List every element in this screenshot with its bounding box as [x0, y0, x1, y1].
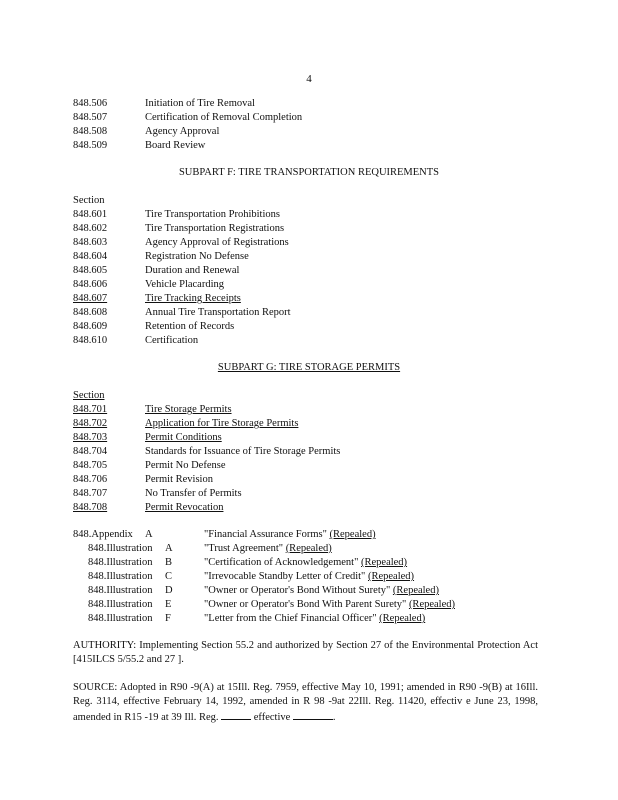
- illustration-repealed: (Repealed): [361, 557, 408, 568]
- section-number: 848.610: [73, 335, 108, 346]
- illustration-label: 848.Illustration: [88, 613, 153, 624]
- illustration-label: 848.Illustration: [88, 557, 153, 568]
- section-title: Agency Approval of Registrations: [145, 237, 289, 248]
- section-number: 848.604: [73, 251, 108, 262]
- section-row: [73, 473, 558, 487]
- section-title: Certification of Removal Completion: [145, 112, 303, 123]
- section-row: [73, 236, 558, 250]
- appendix-list: [73, 528, 558, 626]
- section-row: [73, 445, 558, 459]
- appendix-letter: A: [145, 529, 153, 540]
- appendix-title: "Financial Assurance Forms": [204, 529, 327, 540]
- section-title: Duration and Renewal: [145, 265, 240, 276]
- section-number: 848.708: [73, 502, 108, 513]
- subpart-g-heading: [0, 361, 618, 375]
- illustration-letter: C: [165, 571, 173, 582]
- section-title: Retention of Records: [145, 321, 235, 332]
- section-number: 848.508: [73, 126, 108, 137]
- section-row: [73, 320, 558, 334]
- section-number: 848.702: [73, 418, 108, 429]
- section-row: [73, 306, 558, 320]
- section-label: Section: [73, 390, 105, 401]
- section-number: 848.707: [73, 488, 108, 499]
- illustration-letter: E: [165, 599, 172, 610]
- illustration-letter: A: [165, 543, 173, 554]
- section-title: No Transfer of Permits: [145, 488, 242, 499]
- illustration-label: 848.Illustration: [88, 599, 153, 610]
- illustration-title: "Trust Agreement": [204, 543, 284, 554]
- section-title: Permit Revocation: [145, 502, 224, 513]
- blank-line: [293, 709, 333, 720]
- section-title: Permit Conditions: [145, 432, 222, 443]
- subpart-g-heading-text: SUBPART G: TIRE STORAGE PERMITS: [217, 362, 401, 373]
- section-number: 848.609: [73, 321, 108, 332]
- illustration-title: "Certification of Acknowledgement": [204, 557, 359, 568]
- section-title: Standards for Issuance of Tire Storage Permits: [145, 446, 341, 457]
- section-number: 848.608: [73, 307, 108, 318]
- illustration-row: [73, 542, 558, 556]
- section-number: 848.507: [73, 112, 108, 123]
- section-row: [73, 208, 558, 222]
- illustration-row: [73, 612, 558, 626]
- section-title: Board Review: [145, 140, 206, 151]
- source-note: SOURCE: Adopted in R90 -9(A) at 15Ill. Reg. 7959, effective May 10, 1991; amended in R90 -9(B) at 16Ill. Reg. 3114, effective February 14, 1992, amended in R 98 -9at 22Ill. Reg. 11420, effectiv e June 23, 1998, amended in R15 -19 at 39 Ill. Reg. effective .: [73, 682, 538, 723]
- illustration-label: 848.Illustration: [88, 543, 153, 554]
- section-label: Section: [73, 195, 105, 206]
- section-number: 848.601: [73, 209, 108, 220]
- illustration-repealed: (Repealed): [392, 585, 439, 596]
- illustration-row: [73, 556, 558, 570]
- section-title: Vehicle Placarding: [145, 279, 225, 290]
- illustration-row: [73, 598, 558, 612]
- section-number: 848.706: [73, 474, 108, 485]
- illustration-letter: B: [165, 557, 173, 568]
- section-row: [73, 111, 558, 125]
- section-number: 848.607: [73, 293, 108, 304]
- section-title: Tire Transportation Prohibitions: [145, 209, 280, 220]
- section-title: Permit Revision: [145, 474, 213, 485]
- section-row: [73, 501, 558, 515]
- source-effective: effective: [253, 712, 291, 723]
- section-title: Permit No Defense: [145, 460, 226, 471]
- section-row: [73, 431, 558, 445]
- section-row: [73, 278, 558, 292]
- illustration-letter: F: [165, 613, 171, 624]
- subpart-f-heading: SUBPART F: TIRE TRANSPORTATION REQUIREMENTS: [178, 167, 440, 178]
- section-number: 848.701: [73, 404, 108, 415]
- section-title: Agency Approval: [145, 126, 220, 137]
- section-title: Tire Transportation Registrations: [145, 223, 285, 234]
- section-row: [73, 403, 558, 417]
- section-title: Annual Tire Transportation Report: [145, 307, 291, 318]
- section-title: Certification: [145, 335, 199, 346]
- section-number: 848.603: [73, 237, 108, 248]
- illustration-label: 848.Illustration: [88, 571, 153, 582]
- section-row: [73, 264, 558, 278]
- appendix-repealed: (Repealed): [329, 529, 376, 540]
- section-row: [73, 125, 558, 139]
- section-title: Tire Storage Permits: [145, 404, 232, 415]
- illustration-title: "Owner or Operator's Bond With Parent Surety": [204, 599, 407, 610]
- section-number: 848.606: [73, 279, 108, 290]
- section-row: [73, 487, 558, 501]
- section-title: Registration No Defense: [145, 251, 249, 262]
- section-number: 848.705: [73, 460, 108, 471]
- illustration-row: [73, 584, 558, 598]
- section-row: [73, 417, 558, 431]
- illustration-letter: D: [165, 585, 173, 596]
- section-row: [73, 250, 558, 264]
- section-title: Initiation of Tire Removal: [145, 98, 255, 109]
- section-number: 848.704: [73, 446, 108, 457]
- section-row: [73, 222, 558, 236]
- illustration-repealed: (Repealed): [285, 543, 332, 554]
- illustration-repealed: (Repealed): [408, 599, 455, 610]
- section-row: [73, 97, 558, 111]
- section-number: 848.605: [73, 265, 108, 276]
- section-number: 848.602: [73, 223, 108, 234]
- appendix-label: 848.Appendix: [73, 529, 133, 540]
- illustration-title: "Owner or Operator's Bond Without Surety": [204, 585, 391, 596]
- section-number: 848.509: [73, 140, 108, 151]
- section-title: Application for Tire Storage Permits: [145, 418, 299, 429]
- section-row: [73, 292, 558, 306]
- illustration-label: 848.Illustration: [88, 585, 153, 596]
- section-row: [73, 139, 558, 153]
- illustration-repealed: (Repealed): [379, 613, 426, 624]
- illustration-repealed: (Repealed): [367, 571, 415, 582]
- subpart-f-section-list: [73, 194, 558, 348]
- appendix-row: [73, 528, 558, 542]
- illustration-row: [73, 570, 558, 584]
- subpart-g-section-list: [73, 389, 558, 515]
- page-number: 4: [306, 73, 312, 85]
- source-text: SOURCE: Adopted in R90 -9(A) at 15Ill. Reg. 7959, effective May 10, 1991; amended in R90 -9(B) at 16Ill. Reg. 3114, effective February 14, 1992, amended in R 98 -9at 22Ill. Reg. 11420, effectiv e June 23, 1998, amended in R15 -19 at 39 Ill. Reg.: [73, 682, 538, 723]
- illustration-title: "Irrevocable Standby Letter of Credit": [204, 571, 366, 582]
- illustration-title: "Letter from the Chief Financial Officer": [204, 613, 377, 624]
- authority-note: AUTHORITY: Implementing Section 55.2 and authorized by Section 27 of the Environmental Protection Act [415ILCS 5/55.2 and 27 ].: [73, 640, 538, 665]
- subpart-e-section-list: [73, 97, 558, 153]
- section-row: [73, 459, 558, 473]
- section-row: [73, 334, 558, 348]
- section-title: Tire Tracking Receipts: [145, 293, 241, 304]
- section-number: 848.506: [73, 98, 108, 109]
- section-number: 848.703: [73, 432, 108, 443]
- blank-line: [221, 709, 251, 720]
